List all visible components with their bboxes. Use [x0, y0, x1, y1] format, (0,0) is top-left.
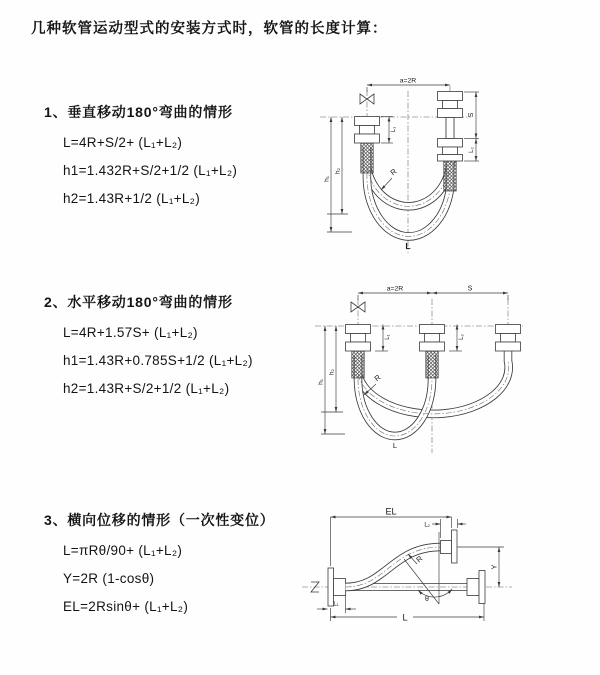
dim-label-l1: L₁: [385, 334, 391, 340]
left-flange: [328, 568, 346, 606]
section-heading: 1、垂直移动180°弯曲的情形: [44, 104, 233, 120]
dim-label-l1: L₁: [333, 601, 339, 608]
dim-label-h1: h₁: [317, 379, 325, 385]
dim-label-el: EL: [385, 506, 397, 517]
formula-line: h1=1.432R+S/2+1/2 (L₁+L₂): [63, 163, 238, 178]
pipe-stub: [446, 118, 454, 139]
section-heading: 3、横向位移的情形（一次性变位）: [44, 512, 275, 528]
displaced-flange: [441, 530, 458, 563]
page-title: 几种软管运动型式的安装方式时，软管的长度计算：: [31, 21, 388, 37]
middle-fitting: [420, 325, 445, 352]
dim-label-l: L: [402, 612, 408, 623]
formula-line: L=4R+S/2+ (L₁+L₂): [63, 135, 183, 150]
dim-label-a2r: a=2R: [386, 285, 404, 293]
dim-label-r: R: [388, 166, 399, 178]
diagram-vertical-movement-180-bend: [308, 71, 588, 257]
formula-line: h1=1.43R+0.785S+1/2 (L₁+L₂): [63, 353, 253, 368]
dim-label-l: L: [392, 441, 398, 450]
braid-section: [361, 143, 373, 173]
formula-line: EL=2Rsinθ+ (L₁+L₂): [63, 599, 189, 614]
diagram-horizontal-movement-180-bend: [305, 279, 595, 459]
dim-label-y: Y: [489, 564, 499, 570]
diagram-lateral-displacement: [300, 505, 600, 645]
left-fitting: [346, 325, 371, 352]
right-fitting-lower: [438, 139, 463, 162]
dim-label-a2r: a=2R: [399, 77, 417, 85]
dim-label-theta: θ: [425, 596, 429, 603]
dim-label-r: R: [414, 553, 425, 565]
dim-label-h2: h₂: [328, 368, 336, 376]
dim-label-l2: L₂: [424, 522, 430, 529]
dim-label-s: S: [468, 112, 475, 118]
formula-line: h2=1.43R+1/2 (L₁+L₂): [63, 191, 201, 206]
braid-section: [426, 351, 438, 378]
formula-line: Y=2R (1-cosθ): [63, 571, 155, 586]
braid-section: [352, 351, 364, 378]
dim-label-r: R: [372, 372, 383, 384]
formula-line: h2=1.43R+S/2+1/2 (L₁+L₂): [63, 381, 230, 396]
dim-label-l2: L₂: [469, 147, 475, 153]
dim-label-h2: h₂: [334, 167, 342, 175]
section-heading: 2、水平移动180°弯曲的情形: [44, 294, 233, 310]
formula-line: L=4R+1.57S+ (L₁+L₂): [63, 325, 198, 340]
dim-label-l: L: [405, 241, 411, 251]
dim-label-l2: L₂: [459, 334, 465, 340]
section-lateral-displacement: [44, 510, 275, 614]
right-fitting-upper: [438, 92, 463, 118]
formula-line: L=πRθ/90+ (L₁+L₂): [63, 543, 183, 558]
dim-label-h1: h₁: [323, 176, 331, 182]
braid-section: [444, 161, 456, 191]
dim-label-s: S: [467, 285, 473, 293]
hose-upper-position: [367, 119, 451, 206]
right-fitting-ghost: [496, 325, 521, 352]
section-vertical-movement: [44, 102, 237, 206]
left-fitting: [355, 117, 380, 144]
dim-label-l1: L₁: [391, 126, 397, 133]
hose-displaced: [346, 547, 442, 587]
section-horizontal-movement: [44, 292, 253, 396]
